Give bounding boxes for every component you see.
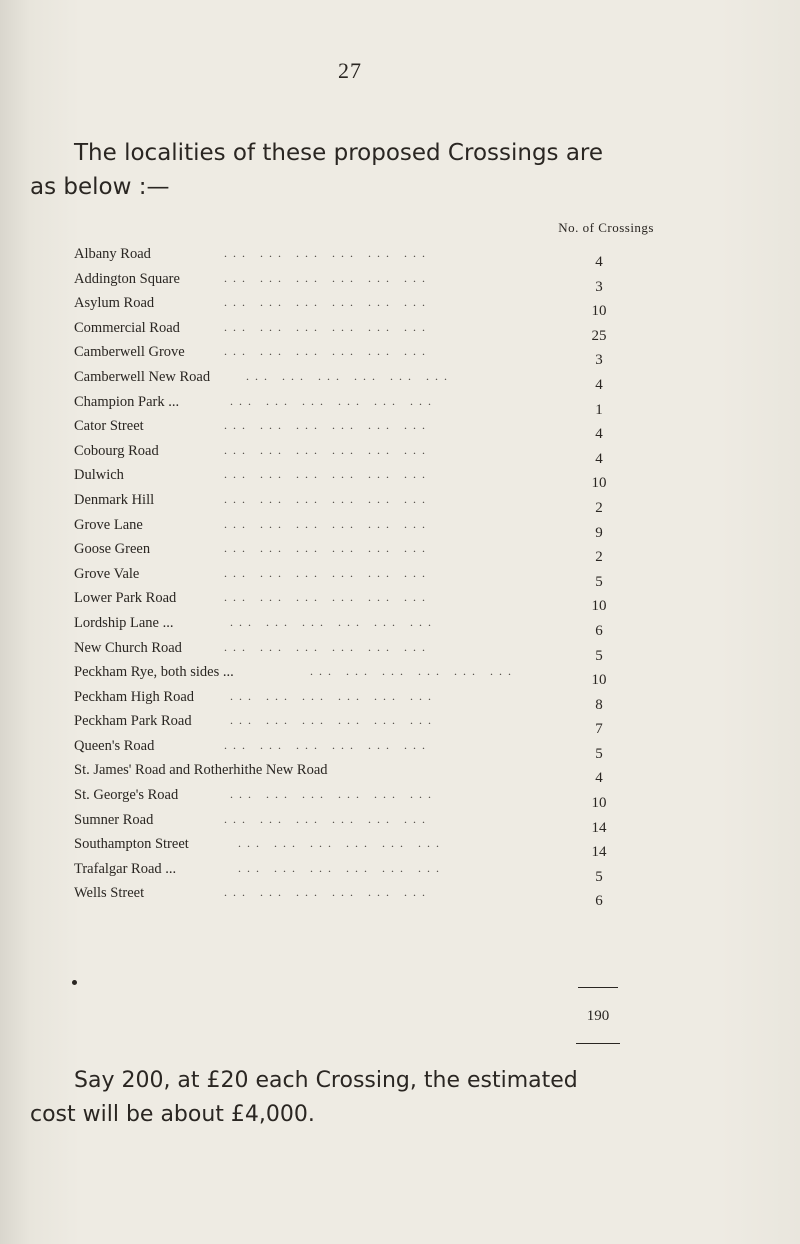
locality-name: Addington Square — [74, 270, 180, 287]
summary-line-1: Say 200, at £20 each Crossing, the estimated — [74, 1068, 578, 1093]
locality-name: Goose Green — [74, 541, 151, 558]
crossings-count: 4 — [595, 426, 603, 443]
list-item — [74, 392, 634, 417]
crossings-count: 4 — [595, 376, 603, 393]
summary-line-2: cost will be about £4,000. — [30, 1102, 315, 1127]
list-item — [74, 515, 634, 540]
crossings-count: 4 — [595, 770, 603, 787]
dot-leader: ... ... ... ... ... ... — [310, 664, 517, 679]
crossings-count: 3 — [595, 278, 603, 295]
list-item — [74, 834, 634, 859]
list-item — [74, 564, 634, 589]
crossings-count: 5 — [595, 573, 603, 590]
list-item — [74, 441, 634, 466]
dot-leader: ... ... ... ... ... ... — [224, 811, 431, 826]
list-item — [74, 687, 634, 712]
dot-leader: ... ... ... ... ... ... — [224, 295, 431, 310]
locality-name: Peckham Park Road — [74, 713, 192, 730]
intro-line-2: as below :— — [30, 174, 170, 200]
dot-leader: ... ... ... ... ... ... — [224, 344, 431, 359]
intro-line-1: The localities of these proposed Crossings are — [74, 140, 604, 166]
dot-leader: ... ... ... ... ... ... — [224, 639, 431, 654]
crossings-count: 6 — [595, 893, 603, 910]
list-item — [74, 318, 634, 343]
crossings-count: 10 — [591, 303, 607, 320]
crossings-count: 5 — [595, 745, 603, 762]
list-item — [74, 613, 634, 638]
dot-leader: ... ... ... ... ... ... — [224, 418, 431, 433]
list-item — [74, 760, 634, 785]
list-item — [74, 711, 634, 736]
crossings-list — [74, 244, 634, 908]
dot-leader: ... ... ... ... ... ... — [224, 270, 431, 285]
crossings-count: 9 — [595, 524, 603, 541]
crossings-count: 7 — [595, 721, 603, 738]
locality-name: Peckham Rye, both sides ... — [74, 664, 234, 681]
locality-name: St. George's Road — [74, 787, 179, 804]
list-item — [74, 736, 634, 761]
locality-name: Dulwich — [74, 467, 124, 484]
dot-leader: ... ... ... ... ... ... — [224, 246, 431, 260]
locality-name: St. James' Road and Rotherhithe New Road — [74, 762, 328, 779]
crossings-count: 8 — [595, 696, 603, 713]
list-item — [74, 490, 634, 515]
summary-paragraph — [30, 1064, 690, 1132]
list-item — [74, 269, 634, 294]
crossings-count: 6 — [595, 622, 603, 639]
locality-name: Southampton Street — [74, 836, 189, 853]
crossings-count: 5 — [595, 868, 603, 885]
dot-leader: ... ... ... ... ... ... — [238, 860, 445, 875]
locality-name: Wells Street — [74, 885, 145, 902]
dot-leader: ... ... ... ... ... ... — [224, 541, 431, 556]
dot-leader: ... ... ... ... ... ... — [224, 516, 431, 531]
crossings-count: 10 — [591, 598, 607, 615]
dot-leader: ... ... ... ... ... ... — [230, 787, 437, 802]
list-item — [74, 638, 634, 663]
list-item — [74, 465, 634, 490]
crossings-count: 10 — [591, 672, 607, 689]
locality-name: Asylum Road — [74, 295, 155, 312]
crossings-count: 3 — [595, 352, 603, 369]
dot-leader: ... ... ... ... ... ... — [224, 885, 431, 900]
dot-leader: ... ... ... ... ... ... — [230, 713, 437, 728]
crossings-count: 2 — [595, 499, 603, 516]
sum-rule — [578, 987, 618, 988]
dot-leader: ... ... ... ... ... ... — [224, 319, 431, 334]
locality-name: Grove Lane — [74, 516, 143, 533]
crossings-count: 4 — [595, 450, 603, 467]
crossings-count: 25 — [591, 327, 607, 344]
locality-name: New Church Road — [74, 639, 182, 656]
crossings-count: 10 — [591, 795, 607, 812]
crossings-count: 14 — [591, 819, 607, 836]
list-item — [74, 342, 634, 367]
list-item — [74, 293, 634, 318]
crossings-count: 14 — [591, 844, 607, 861]
list-item — [74, 588, 634, 613]
list-item — [74, 367, 634, 392]
list-item — [74, 859, 634, 884]
locality-name: Queen's Road — [74, 737, 155, 754]
locality-name: Peckham High Road — [74, 688, 195, 705]
dot-leader: ... ... ... ... ... ... — [230, 688, 437, 703]
dot-leader: ... ... ... ... ... ... — [246, 368, 453, 383]
list-item — [74, 416, 634, 441]
dot-leader: ... ... ... ... ... ... — [224, 442, 431, 457]
dot-leader: ... ... ... ... ... ... — [224, 565, 431, 580]
list-item — [74, 539, 634, 564]
crossings-count: 4 — [595, 254, 603, 270]
bullet-mark — [72, 980, 77, 985]
locality-name: Grove Vale — [74, 565, 140, 582]
locality-name: Denmark Hill — [74, 491, 155, 508]
list-item — [74, 244, 634, 269]
list-item — [74, 883, 634, 908]
list-item — [74, 662, 634, 687]
locality-name: Champion Park ... — [74, 393, 180, 410]
total-underline — [576, 1043, 620, 1044]
crossings-count: 1 — [595, 401, 603, 418]
crossings-count: 10 — [591, 475, 607, 492]
column-header: No. of Crossings — [558, 220, 654, 235]
dot-leader: ... ... ... ... ... ... — [230, 393, 437, 408]
dot-leader: ... ... ... ... ... ... — [224, 491, 431, 506]
locality-name: Albany Road — [74, 246, 151, 262]
locality-name: Lower Park Road — [74, 590, 177, 607]
locality-name: Trafalgar Road ... — [74, 860, 177, 877]
dot-leader: ... ... ... ... ... ... — [224, 590, 431, 605]
dot-leader: ... ... ... ... ... ... — [230, 614, 437, 629]
dot-leader: ... ... ... ... ... ... — [224, 467, 431, 482]
crossings-count: 5 — [595, 647, 603, 664]
list-item — [74, 810, 634, 835]
locality-name: Commercial Road — [74, 319, 180, 336]
list-item — [74, 785, 634, 810]
locality-name: Lordship Lane ... — [74, 614, 174, 631]
dot-leader: ... ... ... ... ... ... — [224, 737, 431, 752]
crossings-count: 2 — [595, 549, 603, 566]
total-value: 190 — [586, 1008, 610, 1024]
locality-name: Cator Street — [74, 418, 144, 435]
dot-leader: ... ... ... ... ... ... — [238, 836, 445, 851]
locality-name: Cobourg Road — [74, 442, 159, 459]
locality-name: Camberwell Grove — [74, 344, 185, 361]
locality-name: Camberwell New Road — [74, 368, 211, 385]
locality-name: Sumner Road — [74, 811, 154, 828]
page-number: 27 — [338, 58, 362, 83]
intro-paragraph — [30, 136, 680, 204]
